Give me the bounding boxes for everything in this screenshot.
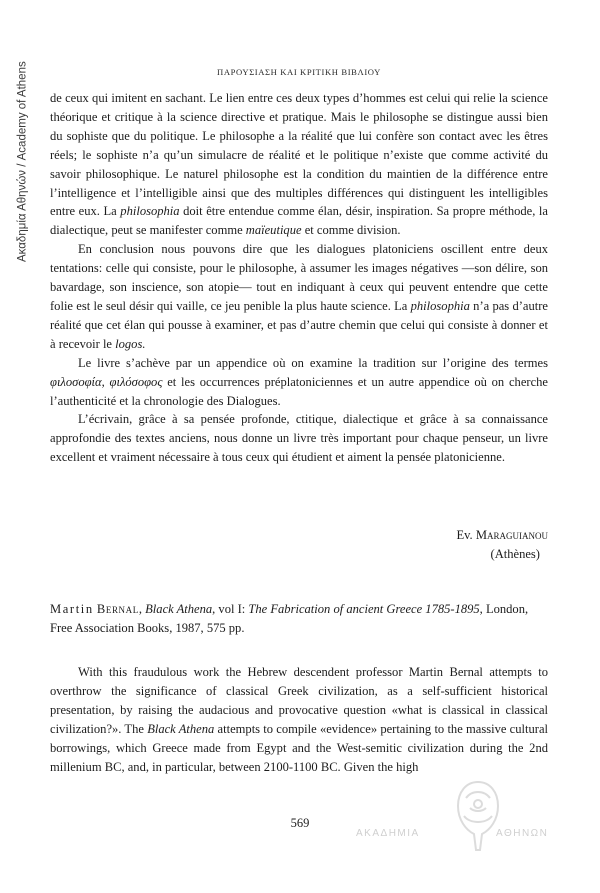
author-first-name: Martin <box>50 602 94 616</box>
watermark-text-left: ΑΚΑΔΗΜΙΑ <box>356 828 420 839</box>
review-french-body <box>50 89 548 467</box>
paragraph: L’écrivain, grâce à sa pensée profonde, ctitique, dialectique et grâce à sa connaissance approfondie des textes anciens, nous donne un livre très important pour chaque penseur, un livre excellent et vraiment nécessaire à tous ceux qui étudient et aiment la pensée platonicienne. <box>50 412 548 465</box>
reviewer-place: (Athènes) <box>490 546 540 561</box>
book-title: Black Athena <box>145 602 213 616</box>
watermark-text-right: ΑΘΗΝΩΝ <box>496 828 549 839</box>
author-last-name: Bernal <box>96 602 139 616</box>
publisher-info: , London, Free Association Books, 1987, 575 pp. <box>50 602 529 635</box>
athena-emblem-icon <box>450 776 506 856</box>
reviewer-signature: Ev. Maraguianou (Athènes) <box>456 526 548 563</box>
book-subtitle: The Fabrication of ancient Greece 1785-1895 <box>248 602 480 616</box>
paragraph: de ceux qui imitent en sachant. Le lien entre ces deux types d’hommes est celui qui relie la science théorique et critique à la science directive et pratique. Mais le philosophe se distingue aussi bien du sophiste que du politique. Le philosophe a la réalité que lui confère son contact avec les êtres réels; le sophiste n’a qu’un simulacre de réalité et le politique n’existe que comme activité du savoir philosophique. Le naturel philosophe est la condition du maintien de la différence entre l’intelligence et l’intelligible ainsi que des multiples différences qui distinguent les intelligibles entre eux. La philosophia doit être entendue comme élan, désir, inspiration. Sa propre méthode, la dialectique, peut se manifester comme maïeutique et comme division. <box>50 91 548 238</box>
academy-watermark <box>356 776 556 866</box>
page-number: 569 <box>290 816 310 830</box>
paragraph: With this fraudulous work the Hebrew descendent professor Martin Bernal attempts to overthrow the significance of classical Greek civilization, as a self-sufficient historical presentation, by raising the audacious and provocative question «what is classical in classical civilization?». The Black Athena attempts to compile «evidence» pertaining to the massive cultural borrowings, which Greece made from Egypt and the West-semitic civilization during the 2nd millenium BC, and, in particular, between 2100-1100 BC. Given the high <box>50 665 548 774</box>
review-english-body <box>50 663 548 776</box>
archive-sidebar-label: Ακαδημία Αθηνών / Academy of Athens <box>16 61 29 263</box>
running-head: ΠΑΡΟΥΣΙΑΣΗ ΚΑΙ ΚΡΙΤΙΚΗ ΒΙΒΛΙΟΥ <box>217 67 381 77</box>
paragraph: En conclusion nous pouvons dire que les dialogues platoniciens oscillent entre deux tentations: celle qui consiste, pour le philosophe, à assumer les images négatives —son délire, son bavardage, son inscience, son atopie— tout en indiquant à ceux qui peuvent entendre que cette folie est le seul désir qui vaille, ce jeu penible la plus haute science. La philosophia n’a pas d’autre réalité que cet élan qui pousse à examiner, et pas d’autre chemin que celui qui consiste à donner et à recevoir le logos. <box>50 242 548 351</box>
book-citation: Martin Bernal, Black Athena, vol I: The Fabrication of ancient Greece 1785-1895, London, Free Association Books, 1987, 575 pp. <box>50 602 529 635</box>
paragraph: Le livre s’achève par un appendice où on examine la tradition sur l’origine des termes φιλοσοφία, φιλόσοφος et les occurrences préplatoniciennes et un autre appendice où on cherche l’authenticité et la chronologie des Dialogues. <box>50 355 548 408</box>
reviewer-name: Maraguianou <box>475 528 548 542</box>
